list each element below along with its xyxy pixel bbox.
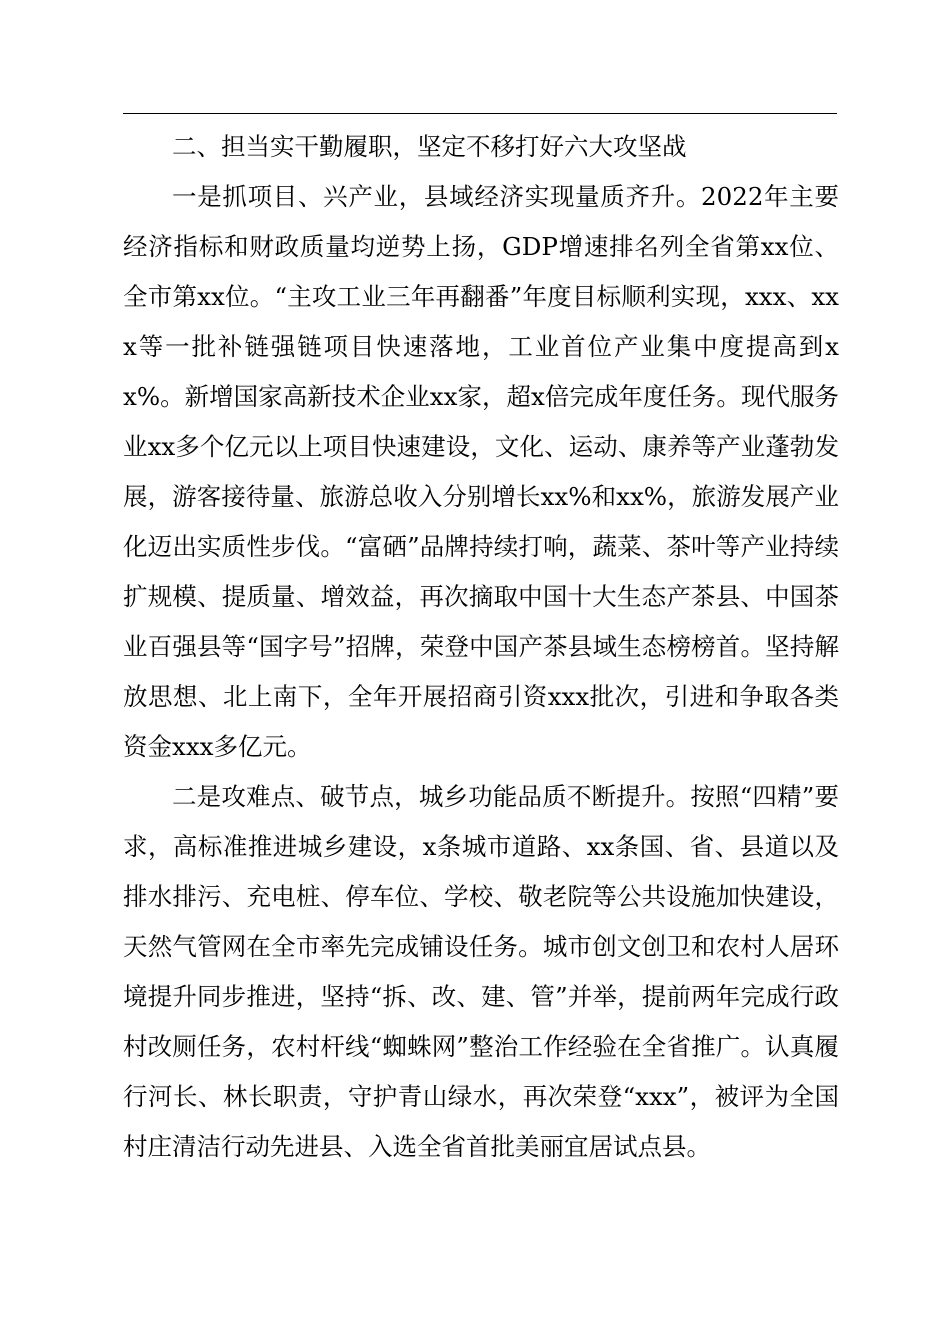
paragraph-industry: 一是抓项目、兴产业，县域经济实现量质齐升。2022年主要经济指标和财政质量均逆势上扬，GDP增速排名列全省第xx位、全市第xx位。“主攻工业三年再翻番”年度目标顺利实现，xxx、xxx等一批补链强链项目快速落地，工业首位产业集中度提高到xx%。新增国家高新技术企业xx家，超x倍完成年度任务。现代服务业xx多个亿元以上项目快速建设，文化、运动、康养等产业蓬勃发展，游客接待量、旅游总收入分别增长xx%和xx%，旅游发展产业化迈出实质性步伐。“富硒”品牌持续打响，蔬菜、茶叶等产业持续扩规模、提质量、增效益，再次摘取中国十大生态产茶县、中国茶业百强县等“国字号”招牌，荣登中国产茶县域生态榜榜首。坚持解放思想、北上南下，全年开展招商引资xxx批次，引进和争取各类资金xxx多亿元。 [123, 182, 839, 761]
paragraph-urban-rural: 二是攻难点、破节点，城乡功能品质不断提升。按照“四精”要求，高标准推进城乡建设，x条城市道路、xx条国、省、县道以及排水排污、充电桩、停车位、学校、敬老院等公共设施加快建设，天然气管网在全市率先完成铺设任务。城市创文创卫和农村人居环境提升同步推进，坚持“拆、改、建、管”并举，提前两年完成行政村改厕任务，农村杆线“蜘蛛网”整治工作经验在全省推广。认真履行河长、林长职责，守护青山绿水，再次荣登“xxx”，被评为全国村庄清洁行动先进县、入选全省首批美丽宜居试点县。 [123, 782, 839, 1161]
document-body [123, 122, 839, 1172]
header-rule [123, 113, 837, 114]
section-heading: 二、担当实干勤履职，坚定不移打好六大攻坚战 [172, 132, 687, 161]
